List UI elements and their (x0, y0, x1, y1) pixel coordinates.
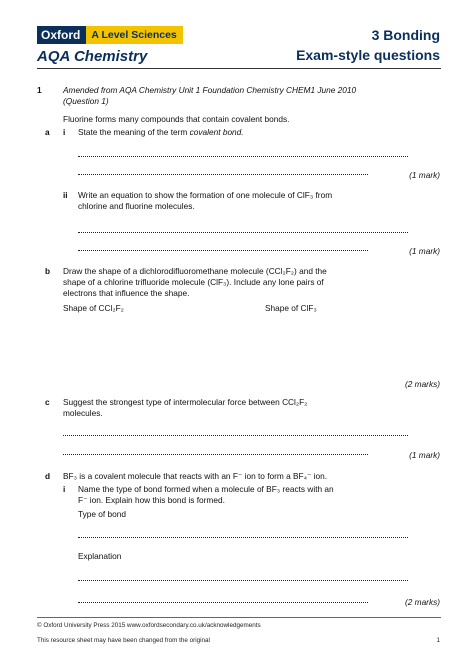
part-b-line2: shape of a chlorine trifluoride molecule (ClF₃). Include any lone pairs of (63, 277, 324, 287)
answer-line[interactable] (63, 435, 408, 436)
answer-line[interactable] (78, 156, 408, 157)
question-intro: Fluorine forms many compounds that contain covalent bonds. (63, 114, 290, 124)
question-number: 1 (37, 85, 42, 95)
part-c-marks: (1 mark) (409, 450, 440, 460)
answer-line[interactable] (78, 174, 368, 175)
part-a-ii-marks: (1 mark) (409, 246, 440, 256)
answer-line[interactable] (63, 454, 368, 455)
explanation-label: Explanation (78, 551, 122, 561)
chapter-subtitle: Exam-style questions (296, 47, 440, 63)
footer-rule (37, 617, 441, 618)
part-c-line2: molecules. (63, 408, 103, 418)
part-a-i-label: i (63, 127, 66, 137)
part-d-marks: (2 marks) (404, 597, 440, 607)
part-d-i-line2: F⁻ ion. Explain how this bond is formed. (78, 495, 225, 505)
oxford-brand-logo (37, 26, 183, 44)
answer-line[interactable] (78, 250, 368, 251)
question-source-line1: Amended from AQA Chemistry Unit 1 Foundation Chemistry CHEM1 June 2010 (63, 85, 357, 95)
part-a-label: a (45, 127, 50, 137)
chapter-title: 3 Bonding (371, 27, 440, 43)
part-b-label: b (45, 266, 51, 276)
header-rule (37, 68, 441, 69)
part-d-label: d (45, 471, 51, 481)
part-b-line1: Draw the shape of a dichlorodifluoromethane molecule (CCl₂F₂) and the (63, 266, 327, 276)
part-a-ii-label: ii (63, 190, 68, 200)
part-a-i-marks: (1 mark) (409, 170, 440, 180)
answer-line[interactable] (78, 232, 408, 233)
part-b-shape2-label: Shape of ClF₃ (265, 303, 317, 313)
question-source-line2: (Question 1) (63, 96, 109, 106)
part-a-ii-line1: Write an equation to show the formation of one molecule of ClF₃ from (78, 190, 333, 200)
part-b-shape1-label: Shape of CCl₂F₂ (63, 303, 124, 313)
type-of-bond-label: Type of bond (78, 509, 126, 519)
subject-title: AQA Chemistry (37, 48, 148, 65)
part-a-i-term: covalent bond. (189, 127, 244, 137)
answer-line[interactable] (78, 602, 368, 603)
footer-copyright: © Oxford University Press 2015 www.oxfordsecondary.co.uk/acknowledgements (37, 622, 261, 629)
answer-line[interactable] (78, 580, 408, 581)
answer-line[interactable] (78, 537, 408, 538)
page-number: 1 (436, 637, 440, 644)
part-d-i-label: i (63, 484, 66, 494)
part-a-i-text: State the meaning of the term (78, 127, 188, 137)
part-c-label: c (45, 397, 50, 407)
part-a-ii-line2: chlorine and fluorine molecules. (78, 201, 195, 211)
part-c-line1: Suggest the strongest type of intermolecular force between CCl₂F₂ (63, 397, 308, 407)
part-b-line3: electrons that influence the shape. (63, 288, 190, 298)
drawing-area-clf3[interactable] (265, 318, 435, 374)
part-d-i-line1: Name the type of bond formed when a molecule of BF₃ reacts with an (78, 484, 334, 494)
brand-series: A Level Sciences (86, 26, 182, 44)
part-b-marks: (2 marks) (404, 379, 440, 389)
brand-oxford: Oxford (37, 26, 86, 44)
part-a-i-question (78, 127, 244, 138)
part-d-intro: BF₃ is a covalent molecule that reacts with an F⁻ ion to form a BF₄⁻ ion. (63, 471, 328, 481)
footer-note: This resource sheet may have been changed from the original (37, 637, 210, 644)
drawing-area-ccl2f2[interactable] (63, 318, 243, 374)
